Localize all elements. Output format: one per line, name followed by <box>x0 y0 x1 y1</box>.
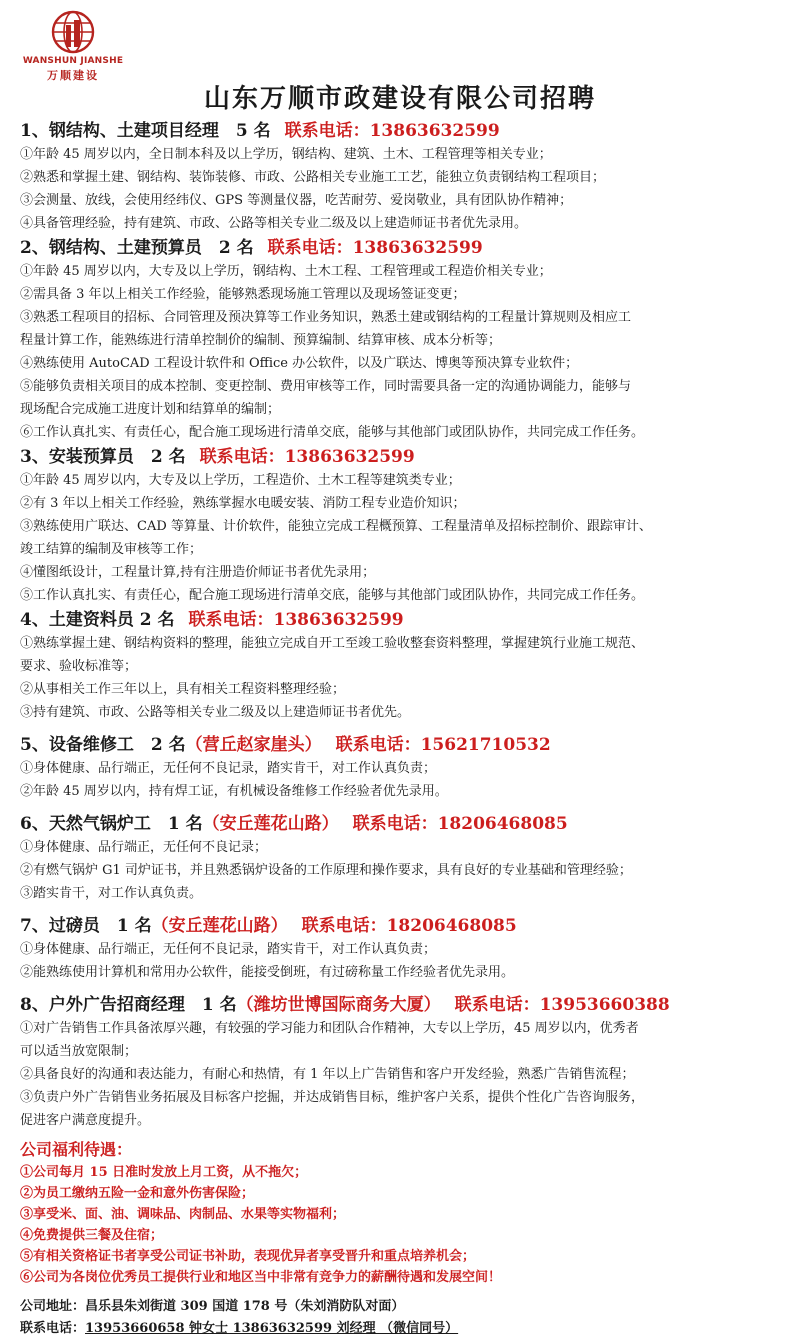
requirement-line: ①熟练掌握土建、钢结构资料的整理，能独立完成自开工至竣工验收整套资料整理，掌握建筑行业施工规范、 <box>20 636 645 651</box>
logo-chinese-name: 万顺建设 <box>47 69 99 82</box>
job-contact-phone: 联系电话：13863632599 <box>188 610 404 630</box>
requirement-line: ③会测量、放线，会使用经纬仪、GPS 等测量仪器，吃苦耐劳、爱岗敬业，具有团队协作精神； <box>20 193 573 208</box>
requirement-line: ③熟练使用广联达、CAD 等算量、计价软件，能独立完成工程概预算、工程量清单及招标控制价、跟踪审计、 <box>20 519 652 534</box>
requirement-line: 竣工结算的编制及审核等工作； <box>20 542 203 557</box>
benefit-item: ③享受米、面、油、调味品、肉制品、水果等实物福利； <box>20 1207 346 1222</box>
requirement-line: ③踏实肯干，对工作认真负责。 <box>20 886 203 901</box>
job-heading <box>20 119 790 143</box>
job-contact-phone: 联系电话：13863632599 <box>267 238 483 258</box>
requirement-line: ①身体健康、品行端正，无任何不良记录； <box>20 840 268 855</box>
contact-phones: 13953660658 钟女士 13863632599 刘经理 （微信同号） <box>85 1321 459 1336</box>
section-spacer <box>20 984 790 992</box>
job-title: 1、钢结构、土建项目经理 5 名 <box>20 121 271 141</box>
requirement-line: ②年龄 45 周岁以内，持有焊工证，有机械设备维修工作经验者优先录用。 <box>20 784 448 799</box>
globe-logo-icon <box>51 10 95 54</box>
job-contact-phone: 联系电话：18206468085 <box>301 916 517 936</box>
job-title: 2、钢结构、土建预算员 2 名 <box>20 238 254 258</box>
job-title: 6、天然气锅炉工 1 名 <box>20 814 203 834</box>
job-contact-phone: 联系电话：15621710532 <box>335 735 551 755</box>
requirement-line: ②需具备 3 年以上相关工作经验，能够熟悉现场施工管理以及现场签证变更； <box>20 287 466 302</box>
requirement-line: 现场配合完成施工进度计划和结算单的编制； <box>20 402 281 417</box>
section-spacer <box>20 803 790 811</box>
job-contact-phone: 联系电话：13953660388 <box>454 995 670 1015</box>
requirement-line: ①对广告销售工作具备浓厚兴趣，有较强的学习能力和团队合作精神，大专以上学历，45 周岁以内，优秀者 <box>20 1021 639 1036</box>
requirement-line: ①年龄 45 周岁以内，大专及以上学历，钢结构、土木工程、工程管理或工程造价相关专业； <box>20 264 552 279</box>
job-heading <box>20 608 790 632</box>
job-heading <box>20 914 790 938</box>
section-spacer <box>20 724 790 732</box>
job-location: （安丘莲花山路） <box>151 916 288 936</box>
requirement-line: ⑤能够负责相关项目的成本控制、变更控制、费用审核等工作，同时需要具备一定的沟通协调能力，能够与 <box>20 379 632 394</box>
requirement-line: ②能熟练使用计算机和常用办公软件，能接受倒班，有过磅称量工作经验者优先录用。 <box>20 965 515 980</box>
job-title: 5、设备维修工 2 名 <box>20 735 186 755</box>
benefit-item: ⑤有相关资格证书者享受公司证书补助，表现优异者享受晋升和重点培养机会； <box>20 1249 476 1264</box>
requirement-line: ④熟练使用 AutoCAD 工程设计软件和 Office 办公软件，以及广联达、博奥等预决算专业软件； <box>20 356 579 371</box>
job-heading <box>20 733 790 757</box>
job-title: 4、土建资料员 2 名 <box>20 610 175 630</box>
job-heading <box>20 236 790 260</box>
job-title: 8、户外广告招商经理 1 名 <box>20 995 237 1015</box>
job-contact-phone: 联系电话：13863632599 <box>284 121 500 141</box>
section-spacer <box>20 905 790 913</box>
requirement-line: ④具备管理经验，持有建筑、市政、公路等相关专业二级及以上建造师证书者优先录用。 <box>20 216 528 231</box>
benefit-item: ①公司每月 15 日准时发放上月工资，从不拖欠； <box>20 1165 308 1180</box>
job-heading <box>20 445 790 469</box>
requirement-line: ②具备良好的沟通和表达能力，有耐心和热情，有 1 年以上广告销售和客户开发经验，熟悉广告销售流程； <box>20 1067 635 1082</box>
benefits-heading: 公司福利待遇： <box>20 1140 133 1159</box>
requirement-line: ④懂图纸设计，工程量计算,持有注册造价师证书者优先录用； <box>20 565 376 580</box>
requirement-line: ⑤工作认真扎实、有责任心，配合施工现场进行清单交底，能够与其他部门或团队协作，共同完成工作任务。 <box>20 588 645 603</box>
benefit-item: ②为员工缴纳五险一金和意外伤害保险； <box>20 1186 255 1201</box>
requirement-line: 促进客户满意度提升。 <box>20 1113 151 1128</box>
requirement-line: ③负责户外广告销售业务拓展及目标客户挖掘，并达成销售目标，维护客户关系，提供个性化广告咨询服务， <box>20 1090 645 1105</box>
requirement-line: ①年龄 45 周岁以内，大专及以上学历，工程造价、土木工程等建筑类专业； <box>20 473 461 488</box>
requirement-line: 可以适当放宽限制； <box>20 1044 138 1059</box>
company-address: 公司地址：昌乐县朱刘街道 309 国道 178 号（朱刘消防队对面） <box>20 1299 405 1314</box>
job-contact-phone: 联系电话：18206468085 <box>352 814 568 834</box>
benefit-item: ⑥公司为各岗位优秀员工提供行业和地区当中非常有竞争力的薪酬待遇和发展空间！ <box>20 1270 502 1285</box>
page-title: 山东万顺市政建设有限公司招聘 <box>203 84 596 114</box>
job-location: （营丘赵家崖头） <box>185 735 322 755</box>
job-title: 7、过磅员 1 名 <box>20 916 152 936</box>
requirement-line: ②熟悉和掌握土建、钢结构、装饰装修、市政、公路相关专业施工工艺，能独立负责钢结构工程项目； <box>20 170 606 185</box>
requirement-line: ③持有建筑、市政、公路等相关专业二级及以上建造师证书者优先。 <box>20 705 411 720</box>
contact-label: 联系电话： <box>20 1321 86 1336</box>
job-contact-phone: 联系电话：13863632599 <box>199 447 415 467</box>
job-location: （潍坊世博国际商务大厦） <box>236 995 441 1015</box>
requirement-line: ②有 3 年以上相关工作经验，熟练掌握水电暖安装、消防工程专业造价知识； <box>20 496 466 511</box>
requirement-line: ②有燃气锅炉 G1 司炉证书，并且熟悉锅炉设备的工作原理和操作要求，具有良好的专业基础和管理经验； <box>20 863 632 878</box>
requirement-line: ⑥工作认真扎实、有责任心，配合施工现场进行清单交底，能够与其他部门或团队协作，共同完成工作任务。 <box>20 425 645 440</box>
logo-english-name: WANSHUN JIANSHE <box>22 56 124 66</box>
job-heading <box>20 812 790 836</box>
requirement-line: ①身体健康、品行端正，无任何不良记录，踏实肯干，对工作认真负责； <box>20 761 437 776</box>
requirement-line: ①身体健康、品行端正，无任何不良记录，踏实肯干，对工作认真负责； <box>20 942 437 957</box>
requirement-line: ①年龄 45 周岁以内，全日制本科及以上学历，钢结构、建筑、土木、工程管理等相关专业； <box>20 147 552 162</box>
company-contact <box>20 1318 790 1340</box>
requirement-line: 要求、验收标准等； <box>20 659 138 674</box>
job-location: （安丘莲花山路） <box>202 814 339 834</box>
job-listings <box>20 118 790 1340</box>
benefit-item: ④免费提供三餐及住宿； <box>20 1228 164 1243</box>
job-heading <box>20 993 790 1017</box>
company-logo <box>18 10 128 88</box>
requirement-line: ③熟悉工程项目的招标、合同管理及预决算等工作业务知识，熟悉土建或钢结构的工程量计算规则及相应工 <box>20 310 632 325</box>
requirement-line: ②从事相关工作三年以上，具有相关工程资料整理经验； <box>20 682 346 697</box>
requirement-line: 程量计算工作，能熟练进行清单控制价的编制、预算编制、结算审核、成本分析等； <box>20 333 502 348</box>
job-title: 3、安装预算员 2 名 <box>20 447 186 467</box>
